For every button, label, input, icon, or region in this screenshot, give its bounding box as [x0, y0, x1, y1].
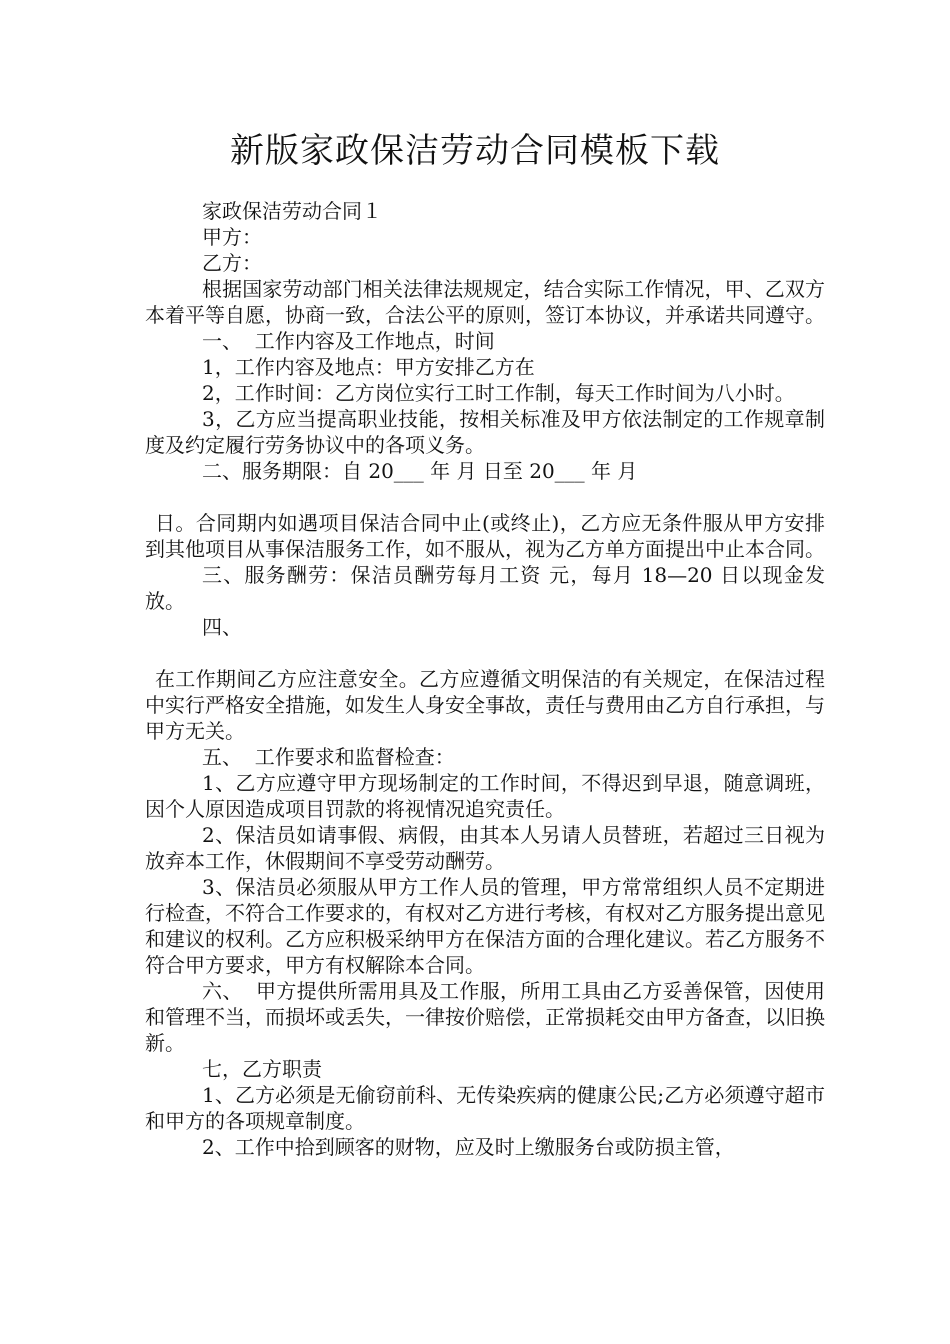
preamble-paragraph: 根据国家劳动部门相关法律法规规定，结合实际工作情况，甲、乙双方本着平等自愿，协商一致，合法公平的原则，签订本协议，并承诺共同遵守。 — [145, 277, 825, 327]
document-body — [145, 198, 825, 1160]
party-b-line: 乙方： — [202, 251, 262, 275]
section-1-item-2: 2，工作时间：乙方岗位实行工时工作制，每天工作时间为八小时。 — [202, 381, 795, 405]
section-7-item-1: 1、乙方必须是无偷窃前科、无传染疾病的健康公民;乙方必须遵守超市和甲方的各项规章制度。 — [145, 1083, 825, 1133]
section-3-paragraph: 三、服务酬劳：保洁员酬劳每月工资 元，每月 18—20 日以现金发放。 — [145, 563, 825, 613]
section-5-heading: 五、 工作要求和监督检查： — [202, 745, 455, 769]
section-2-body: 日。合同期内如遇项目保洁合同中止(或终止)，乙方应无条件服从甲方安排到其他项目从事保洁服务工作，如不服从，视为乙方单方面提出中止本合同。 — [145, 511, 825, 561]
section-5-item-3: 3、保洁员必须服从甲方工作人员的管理，甲方常常组织人员不定期进行检查，不符合工作要求的，有权对乙方进行考核，有权对乙方服务提出意见和建议的权利。乙方应积极采纳甲方在保洁方面的合理化建议。若乙方服务不符合甲方要求，甲方有权解除本合同。 — [145, 875, 825, 977]
section-6-paragraph: 六、 甲方提供所需用具及工作服，所用工具由乙方妥善保管，因使用和管理不当，而损坏或丢失，一律按价赔偿，正常损耗交由甲方备查，以旧换新。 — [145, 979, 825, 1055]
party-a-line: 甲方： — [202, 225, 262, 249]
section-1-item-1: 1，工作内容及地点：甲方安排乙方在 — [202, 355, 535, 379]
section-7-heading: 七，乙方职责 — [202, 1057, 322, 1081]
section-5-item-2: 2、保洁员如请事假、病假，由其本人另请人员替班，若超过三日视为放弃本工作，休假期间不享受劳动酬劳。 — [145, 823, 825, 873]
section-1-heading: 一、 工作内容及工作地点，时间 — [202, 329, 495, 353]
section-7-item-2: 2、工作中拾到顾客的财物，应及时上缴服务台或防损主管， — [202, 1135, 735, 1159]
section-4-heading: 四、 — [202, 615, 242, 639]
contract-heading: 家政保洁劳动合同１ — [202, 199, 382, 223]
section-4-body: 在工作期间乙方应注意安全。乙方应遵循文明保洁的有关规定，在保洁过程中实行严格安全措施，如发生人身安全事故，责任与费用由乙方自行承担，与甲方无关。 — [145, 667, 825, 743]
document-title: 新版家政保洁劳动合同模板下载 — [230, 131, 720, 171]
blank-line — [145, 640, 825, 666]
blank-line — [145, 484, 825, 510]
section-1-item-3: 3，乙方应当提高职业技能，按相关标准及甲方依法制定的工作规章制度及约定履行劳务协议中的各项义务。 — [145, 407, 825, 457]
section-5-item-1: 1、乙方应遵守甲方现场制定的工作时间，不得迟到早退，随意调班，因个人原因造成项目罚款的将视情况追究责任。 — [145, 771, 825, 821]
section-2-heading: 二、服务期限：自 20___ 年 月 日至 20___ 年 月 — [202, 459, 638, 483]
